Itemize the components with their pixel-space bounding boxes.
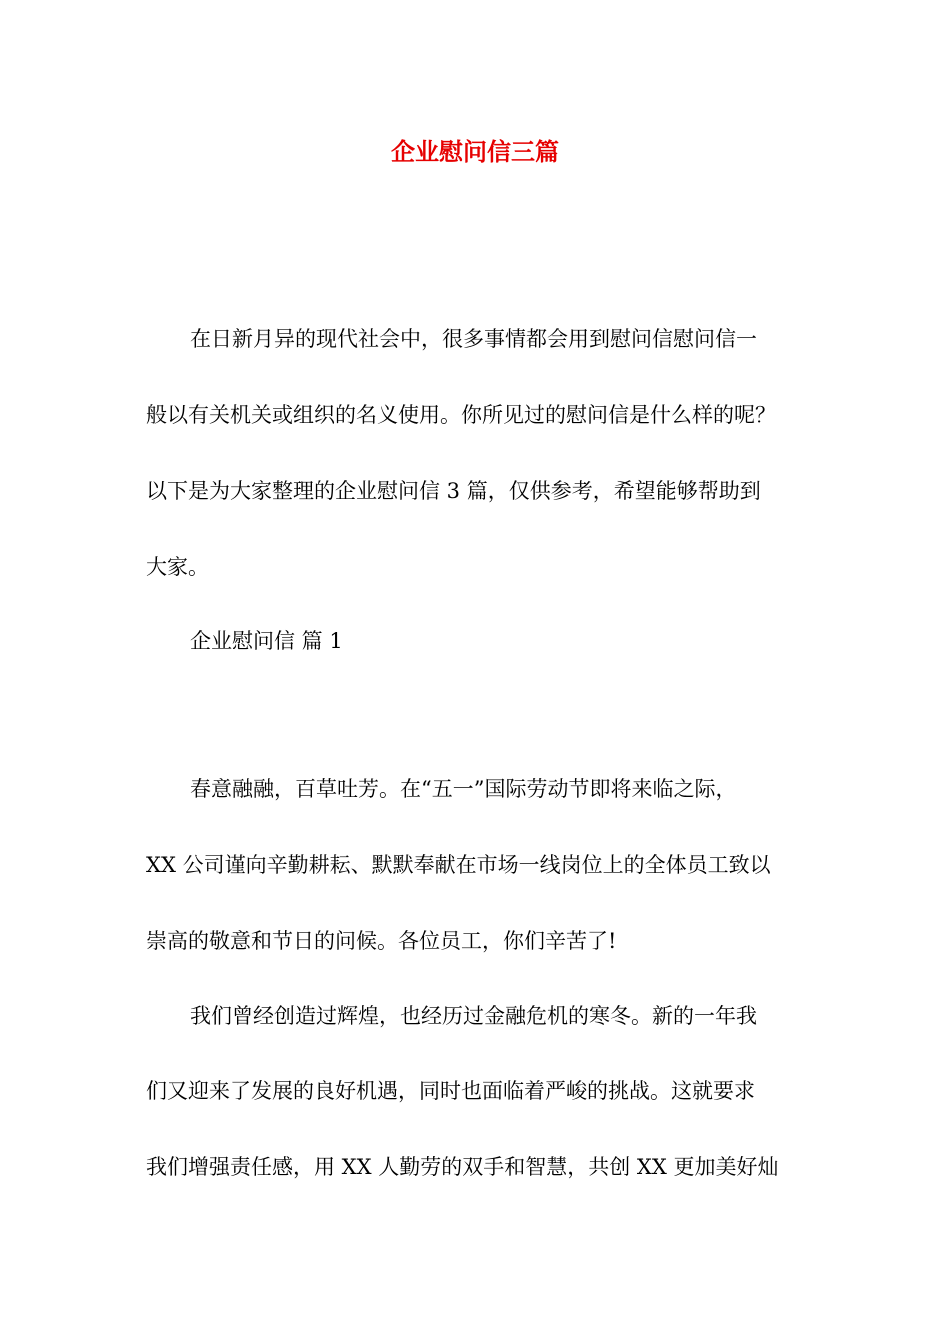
paragraph2-line-2: 们又迎来了发展的良好机遇，同时也面临着严峻的挑战。这就要求 [146, 1079, 755, 1103]
intro-line-4: 大家。 [146, 555, 209, 579]
intro-line-2: 般以有关机关或组织的名义使用。你所见过的慰问信是什么样的呢？ [146, 403, 776, 427]
document-title: 企业慰问信三篇 [391, 138, 559, 166]
section-heading: 企业慰问信 篇 1 [190, 629, 343, 653]
intro-line-3: 以下是为大家整理的企业慰问信 3 篇，仅供参考，希望能够帮助到 [146, 479, 761, 503]
paragraph2-line-3: 我们增强责任感，用 XX 人勤劳的双手和智慧，共创 XX 更加美好灿 [146, 1155, 779, 1179]
intro-line-1: 在日新月异的现代社会中，很多事情都会用到慰问信慰问信一 [190, 327, 757, 351]
paragraph1-line-2: XX 公司谨向辛勤耕耘、默默奉献在市场一线岗位上的全体员工致以 [146, 853, 771, 877]
paragraph1-line-1: 春意融融，百草吐芳。在“五一”国际劳动节即将来临之际， [190, 777, 737, 801]
paragraph2-line-1: 我们曾经创造过辉煌，也经历过金融危机的寒冬。新的一年我 [190, 1004, 757, 1028]
paragraph1-line-3: 崇高的敬意和节日的问候。各位员工，你们辛苦了! [146, 929, 617, 953]
